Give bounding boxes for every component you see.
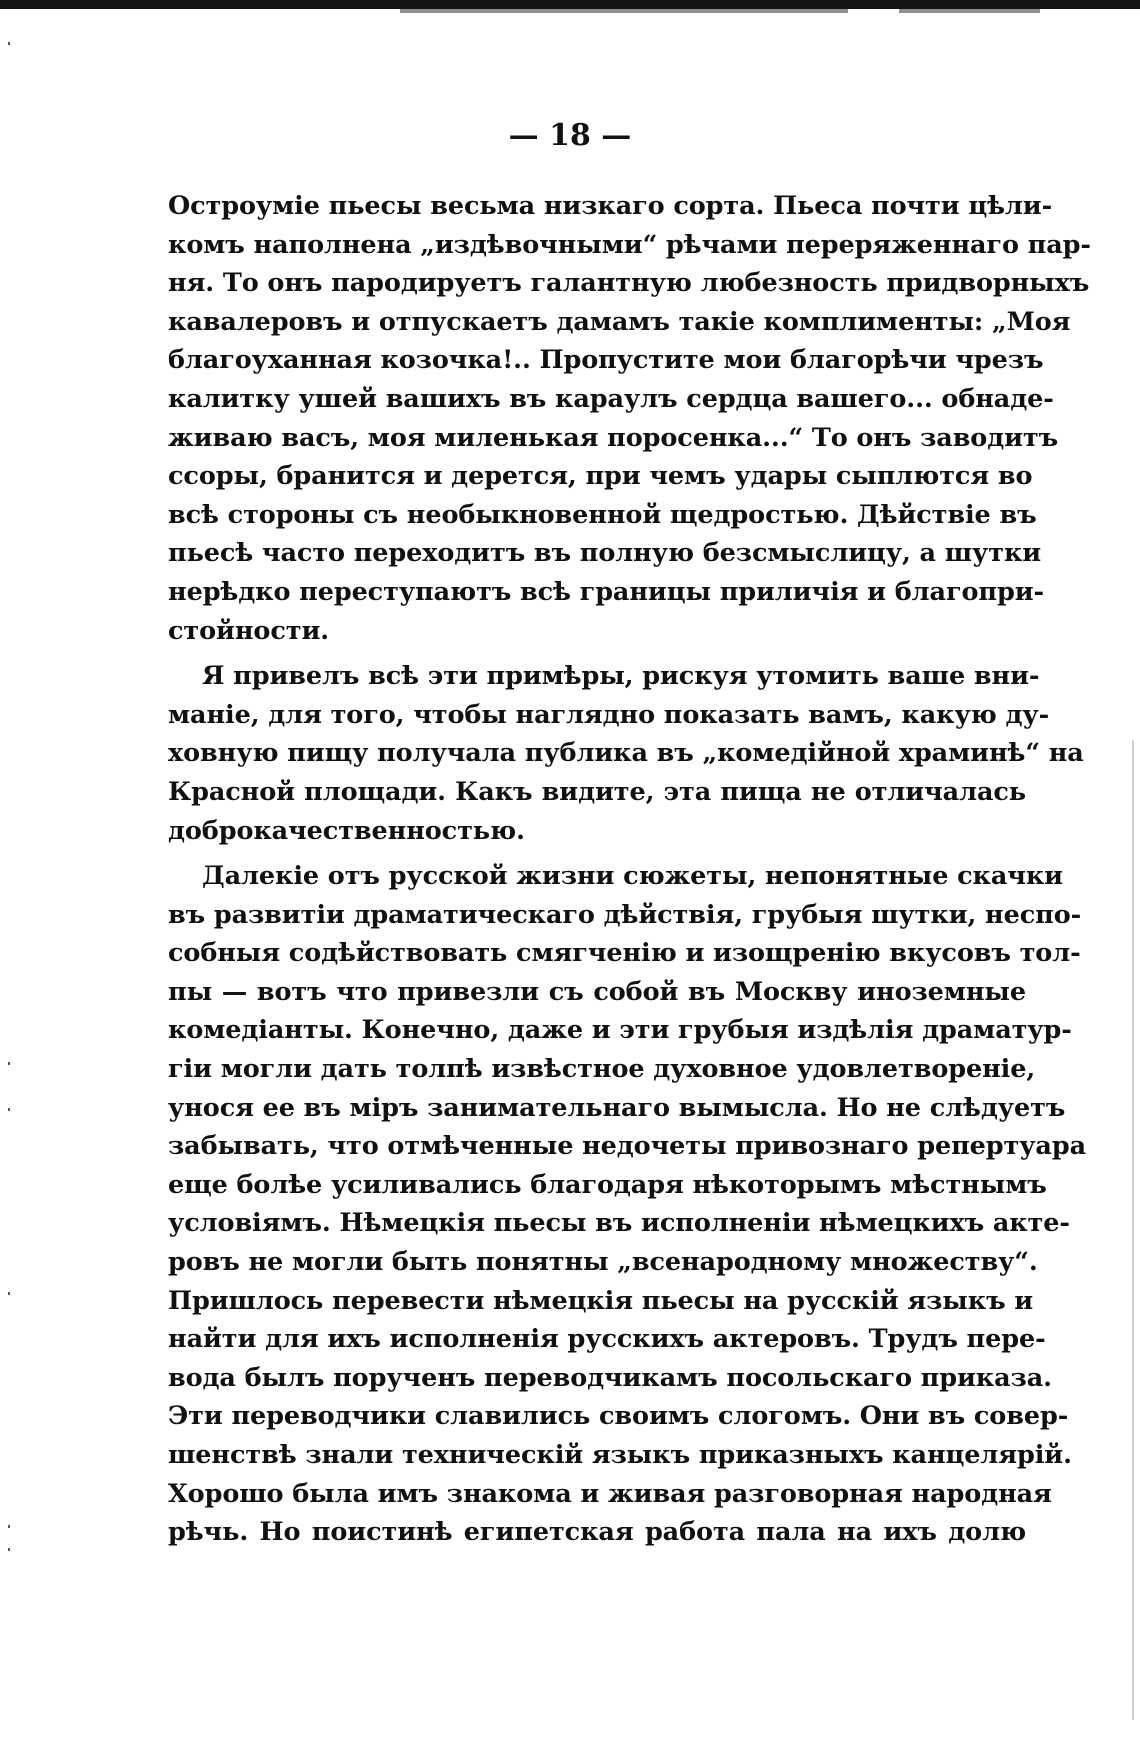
text-line: комъ наполнена „издѣвочными“ рѣчами переряженнаго пар- bbox=[168, 229, 1091, 260]
text-line: гiи могли дать толпѣ извѣстное духовное удовлетворенiе, bbox=[168, 1054, 1036, 1085]
scan-speck bbox=[8, 1292, 10, 1295]
text-line: Остроумiе пьесы весьма низкаго сорта. Пьеса почти цѣли- bbox=[168, 191, 1053, 221]
scan-speck bbox=[8, 1548, 10, 1551]
text-line: унося ее въ мiръ занимательнаго вымысла. Но не слѣдуетъ bbox=[168, 1092, 1066, 1123]
text-line: Эти переводчики славились своимъ слогомъ. Они въ совер- bbox=[168, 1401, 1069, 1432]
text-line: вода былъ порученъ переводчикамъ посольскаго приказа. bbox=[168, 1362, 1052, 1393]
text-line: Пришлось перевести нѣмецкiя пьесы на русскiй языкъ и bbox=[168, 1285, 1034, 1316]
text-line: комедiанты. Конечно, даже и эти грубыя издѣлiя драматур- bbox=[168, 1015, 1072, 1046]
text-line: ровъ не могли быть понятны „всенародному множеству“. bbox=[168, 1247, 1038, 1278]
text-line: доброкачественностью. bbox=[168, 815, 525, 846]
text-line: пьесѣ часто переходитъ въ полную безсмыслицу, а шутки bbox=[168, 538, 1042, 569]
text-line: ховную пищу получала публика въ „комедiйной храминѣ“ на bbox=[168, 738, 1084, 769]
text-line: калитку ушей вашихъ въ караулъ сердца вашего... обнаде- bbox=[168, 383, 1054, 414]
text-line: въ развитiи драматическаго дѣйствiя, грубыя шутки, неспо- bbox=[168, 899, 1082, 930]
text-line: еще болѣе усиливались благодаря нѣкоторымъ мѣстнымъ bbox=[168, 1169, 1047, 1200]
text-line: нерѣдко переступаютъ всѣ границы приличiя и благопри- bbox=[168, 576, 1044, 607]
text-line: благоуханная козочка!.. Пропустите мои благорѣчи чрезъ bbox=[168, 345, 1044, 376]
paragraph bbox=[168, 657, 1084, 850]
text-line: условiямъ. Нѣмецкiя пьесы въ исполненiи нѣмецкихъ акте- bbox=[168, 1208, 1070, 1239]
text-line: шенствѣ знали техническiй языкъ приказныхъ канцелярiй. bbox=[168, 1440, 1072, 1470]
page-number: — 18 — bbox=[508, 118, 632, 153]
paragraph bbox=[168, 187, 1091, 650]
text-line: Хорошо была имъ знакома и живая разговорная народная bbox=[168, 1478, 1052, 1509]
scan-speck bbox=[8, 42, 10, 45]
text-line: стойности. bbox=[168, 615, 330, 646]
text-line: Далекiе отъ русской жизни сюжеты, непонятные скачки bbox=[202, 861, 1063, 892]
scan-top-border bbox=[0, 0, 1140, 9]
text-line: кавалеровъ и отпускаетъ дамамъ такiе комплименты: „Моя bbox=[168, 306, 1071, 337]
body-text bbox=[168, 187, 1091, 1552]
text-line: живаю васъ, моя миленькая поросенка...“ То онъ заводитъ bbox=[168, 422, 1059, 453]
scan-speck bbox=[8, 1525, 10, 1528]
paragraph bbox=[168, 857, 1086, 1552]
text-line: манiе, для того, чтобы наглядно показать вамъ, какую ду- bbox=[168, 699, 1050, 730]
text-line: ссоры, бранится и дерется, при чемъ удары сыплются во bbox=[168, 461, 1033, 492]
text-line: Красной площади. Какъ видите, эта пища не отличалась bbox=[168, 776, 1026, 807]
scan-speck bbox=[8, 1108, 10, 1111]
scan-speck bbox=[8, 1062, 10, 1065]
text-line: найти для ихъ исполненiя русскихъ актеровъ. Трудъ пере- bbox=[168, 1324, 1046, 1355]
text-line: Я привелъ всѣ эти примѣры, рискуя утомить ваше вни- bbox=[202, 661, 1040, 692]
text-line: забывать, что отмѣченные недочеты привознаго репертуара bbox=[168, 1131, 1086, 1162]
text-line: ня. То онъ пародируетъ галантную любезность придворныхъ bbox=[168, 268, 1090, 299]
scan-right-edge-line bbox=[1132, 740, 1134, 1720]
text-line: пы — вотъ что привезли съ собой въ Москву иноземные bbox=[168, 976, 1026, 1007]
text-line: собныя содѣйствовать смягченiю и изощренiю вкусовъ тол- bbox=[168, 938, 1081, 969]
text-line: рѣчь. Но поистинѣ египетская работа пала на ихъ долю bbox=[168, 1517, 1026, 1548]
scan-top-border-fringe bbox=[400, 9, 1040, 13]
text-line: всѣ стороны съ необыкновенной щедростью. Дѣйствiе въ bbox=[168, 499, 1037, 530]
